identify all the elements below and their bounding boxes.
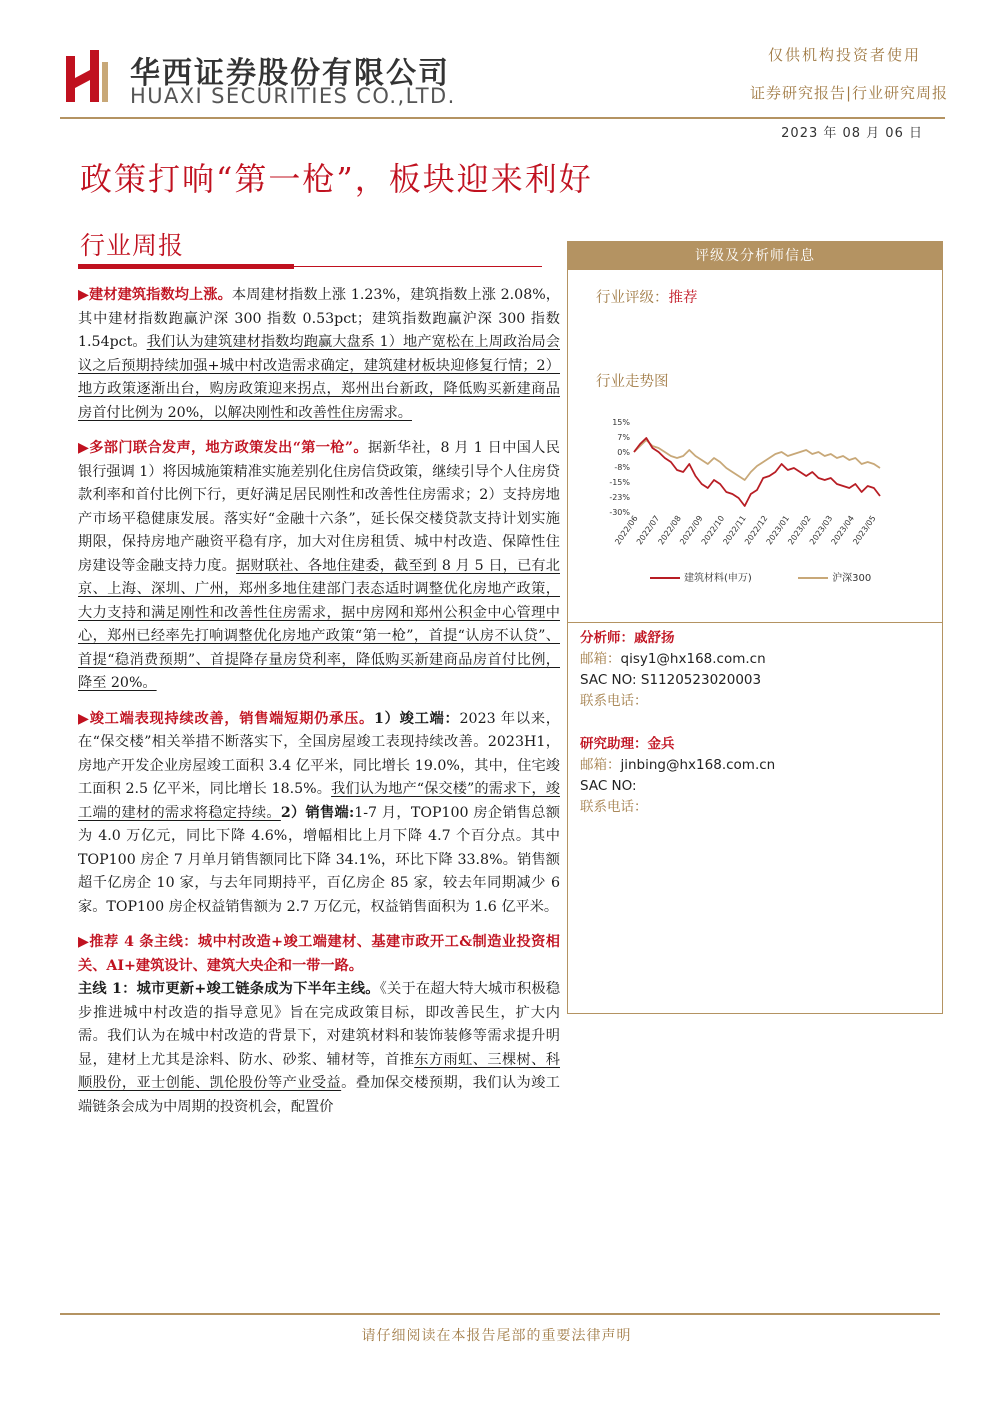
- paragraph-underlined: 我们认为建筑建材指数均跑赢大盘系 1）地产宽松在上周政治局会议之后预期持续加强+城中村改造需求确定，建筑建材板块迎修复行情；2）地方政策逐渐出台，购房政策迎来拐点，郑州出台新政，降低购买新建商品房首付比例为 20%，以解决刚性和改善性住房需求。: [78, 334, 560, 421]
- paragraph-text: 《关于在超大特大城市积极稳步推进城中村改造的指导意见》旨在完成政策目标，即改善民生，扩大内需。我们认为在城中村改造的背景下，对建筑材料和装饰装修等需求提升明显，建材上尤其是涂料、防水、砂浆、辅材等，首推: [78, 981, 561, 1068]
- panel-divider: [568, 622, 942, 623]
- trend-label: 行业走势图: [596, 374, 669, 390]
- phone-label: 联系电话：: [580, 693, 648, 709]
- industry-rating: [596, 286, 698, 307]
- report-type: 行业周报: [80, 231, 185, 260]
- y-tick-label: 7%: [617, 433, 630, 442]
- analyst-email: qisy1@hx168.com.cn: [620, 651, 766, 667]
- x-tick-label: 2022/06: [613, 513, 640, 547]
- chart-legend: [650, 569, 871, 584]
- report-category: 证券研究报告|行业研究周报: [749, 84, 948, 102]
- report-body: [78, 284, 560, 1131]
- x-tick-label: 2023/04: [829, 513, 857, 547]
- x-tick-label: 2022/11: [721, 513, 748, 547]
- paragraph-index-rise: [78, 284, 560, 425]
- paragraph-heading: ▶多部门联合发声，地方政策发出“第一枪”。: [78, 440, 368, 456]
- series-line: [634, 440, 880, 480]
- y-tick-label: -23%: [609, 493, 630, 502]
- paragraph-recommend: [78, 931, 560, 978]
- analyst-sac: S1120523020003: [640, 672, 762, 688]
- paragraph-completion-sales: [78, 708, 560, 920]
- legend-label-materials: 建筑材料(申万): [684, 573, 752, 584]
- industry-trend-chart: [588, 410, 888, 590]
- paragraph-text: 本周建材指数上涨 1.23%，建筑指数上涨 2.08%，其中建材指数跑赢沪深 300 指数 0.53pct；建筑指数跑赢沪深 300 指数 1.54pct。: [78, 287, 560, 350]
- paragraph-underlined: 东方雨虹、三棵树、科顺股份，亚士创能、凯伦股份等产业受益: [78, 1051, 560, 1091]
- paragraph-text: 1-7 月，TOP100 房企销售总额为 4.0 万亿元，同比下降 4.6%，增幅相比上月下降 4.7 个百分点。其中 TOP100 房企 7 月单月销售额同比下降 34.1%，环比下降 33.8%。销售额超千亿房企 10 家，与去年同期持平，百亿房企 85 家，较去年同期减少 6 家。TOP100 房企权益销售额为 2.7 万亿元，权益销售面积为 1.6 亿平米。: [78, 804, 561, 915]
- sac-label: SAC NO:: [580, 778, 637, 794]
- phone-label: 联系电话：: [580, 799, 648, 815]
- y-tick-label: 15%: [612, 418, 630, 427]
- panel-header: 评级及分析师信息: [568, 242, 942, 270]
- footer-divider: [60, 1313, 940, 1315]
- paragraph-text: 据新华社，8 月 1 日中国人民银行强调 1）将因城施策精准实施差别化住房信贷政策，继续引导个人住房贷款利率和首付比例下行，更好满足居民刚性和改善性住房需求；2）支持房地产市场平稳健康发展。落实好“金融十六条”，延长保交楼贷款支持计划实施期限，保持房地产融资平稳有序，加大对住房租赁、城中村改造、保障性住房建设等金融支持力度。: [78, 440, 560, 574]
- paragraph-bold: 1）竣工端：: [374, 710, 460, 727]
- paragraph-underlined: 我们认为地产“保交楼”的需求下，竣工端的建材的需求将稳定持续。: [78, 781, 560, 821]
- paragraph-bold: 2）销售端:: [280, 804, 355, 821]
- report-type-line: [294, 266, 542, 267]
- series-line: [634, 438, 880, 506]
- x-tick-label: 2023/03: [807, 513, 835, 547]
- company-name-en: HUAXI SECURITIES CO.,LTD.: [130, 84, 456, 108]
- paragraph-text: 2023 年以来，在“保交楼”相关举措不断落实下，全国房屋竣工表现持续改善。2023H1，房地产开发企业房屋竣工面积 3.4 亿平米，同比增长 19.0%，其中，住宅竣工面积 2.5 亿平米，同比增长 18.5%。: [78, 710, 560, 797]
- rating-analyst-panel: [567, 241, 943, 1014]
- paragraph-text: 。叠加保交楼预期，我们认为竣工端链条会成为中周期的投资机会，配置价: [78, 1075, 560, 1115]
- report-title: 政策打响“第一枪”，板块迎来利好: [80, 160, 593, 198]
- paragraph-heading: ▶建材建筑指数均上涨。: [78, 287, 232, 303]
- paragraph-policy: [78, 437, 560, 696]
- analyst-name: 分析师：戚舒扬: [580, 630, 675, 646]
- email-label: 邮箱：: [580, 757, 621, 773]
- assistant-email: jinbing@hx168.com.cn: [620, 757, 776, 773]
- legend-label-csi300: 沪深300: [832, 573, 872, 584]
- report-date: 2023 年 08 月 06 日: [781, 126, 923, 141]
- x-tick-label: 2022/07: [634, 513, 662, 547]
- report-type-bar: [78, 264, 294, 269]
- legend-swatch-csi300: [798, 577, 828, 579]
- analyst-info: [580, 628, 766, 712]
- x-tick-label: 2022/08: [656, 513, 683, 547]
- header-divider: [60, 117, 945, 119]
- rating-label: 行业评级：: [596, 290, 669, 306]
- assistant-info: [580, 734, 775, 818]
- paragraph-bold: 主线 1：城市更新+竣工链条成为下半年主线。: [78, 981, 380, 997]
- sac-label: SAC NO:: [580, 672, 637, 688]
- paragraph-mainline-1: [78, 978, 560, 1119]
- x-tick-label: 2022/10: [699, 513, 727, 547]
- rating-value: 推荐: [668, 290, 698, 306]
- y-tick-label: -8%: [614, 463, 630, 472]
- x-tick-label: 2023/01: [764, 513, 792, 547]
- x-tick-label: 2023/05: [851, 513, 878, 547]
- company-name-cn: 华西证券股份有限公司: [130, 56, 450, 91]
- y-tick-label: -30%: [609, 508, 630, 517]
- assistant-name: 研究助理：金兵: [580, 736, 675, 752]
- huaxi-logo-icon: [62, 48, 122, 106]
- email-label: 邮箱：: [580, 651, 621, 667]
- investor-notice: 仅供机构投资者使用: [767, 46, 921, 64]
- x-tick-label: 2022/09: [678, 513, 705, 547]
- y-tick-label: -15%: [609, 478, 630, 487]
- x-tick-label: 2022/12: [743, 513, 770, 547]
- paragraph-underlined: 据财联社、各地住建委，截至到 8 月 5 日，已有北京、上海、深圳、广州，郑州多地住建部门表态适时调整优化房地产政策，大力支持和满足刚性和改善性住房需求，据中房网和郑州公积金中心管理中心，郑州已经率先打响调整优化房地产政策“第一枪”，首提“认房不认贷”、首提“稳消费预期”、首提降存量房贷利率，降低购买新建商品房首付比例，降至 20%。: [78, 557, 560, 691]
- x-tick-label: 2023/02: [786, 513, 813, 547]
- legend-swatch-materials: [650, 577, 680, 579]
- y-tick-label: 0%: [617, 448, 630, 457]
- paragraph-heading: ▶竣工端表现持续改善，销售端短期仍承压。: [78, 710, 375, 727]
- paragraph-heading: ▶推荐 4 条主线：城中村改造+竣工端建材、基建市政开工&制造业投资相关、AI+建筑设计、建筑大央企和一带一路。: [78, 934, 560, 974]
- legal-notice: 请仔细阅读在本报告尾部的重要法律声明: [361, 1328, 632, 1344]
